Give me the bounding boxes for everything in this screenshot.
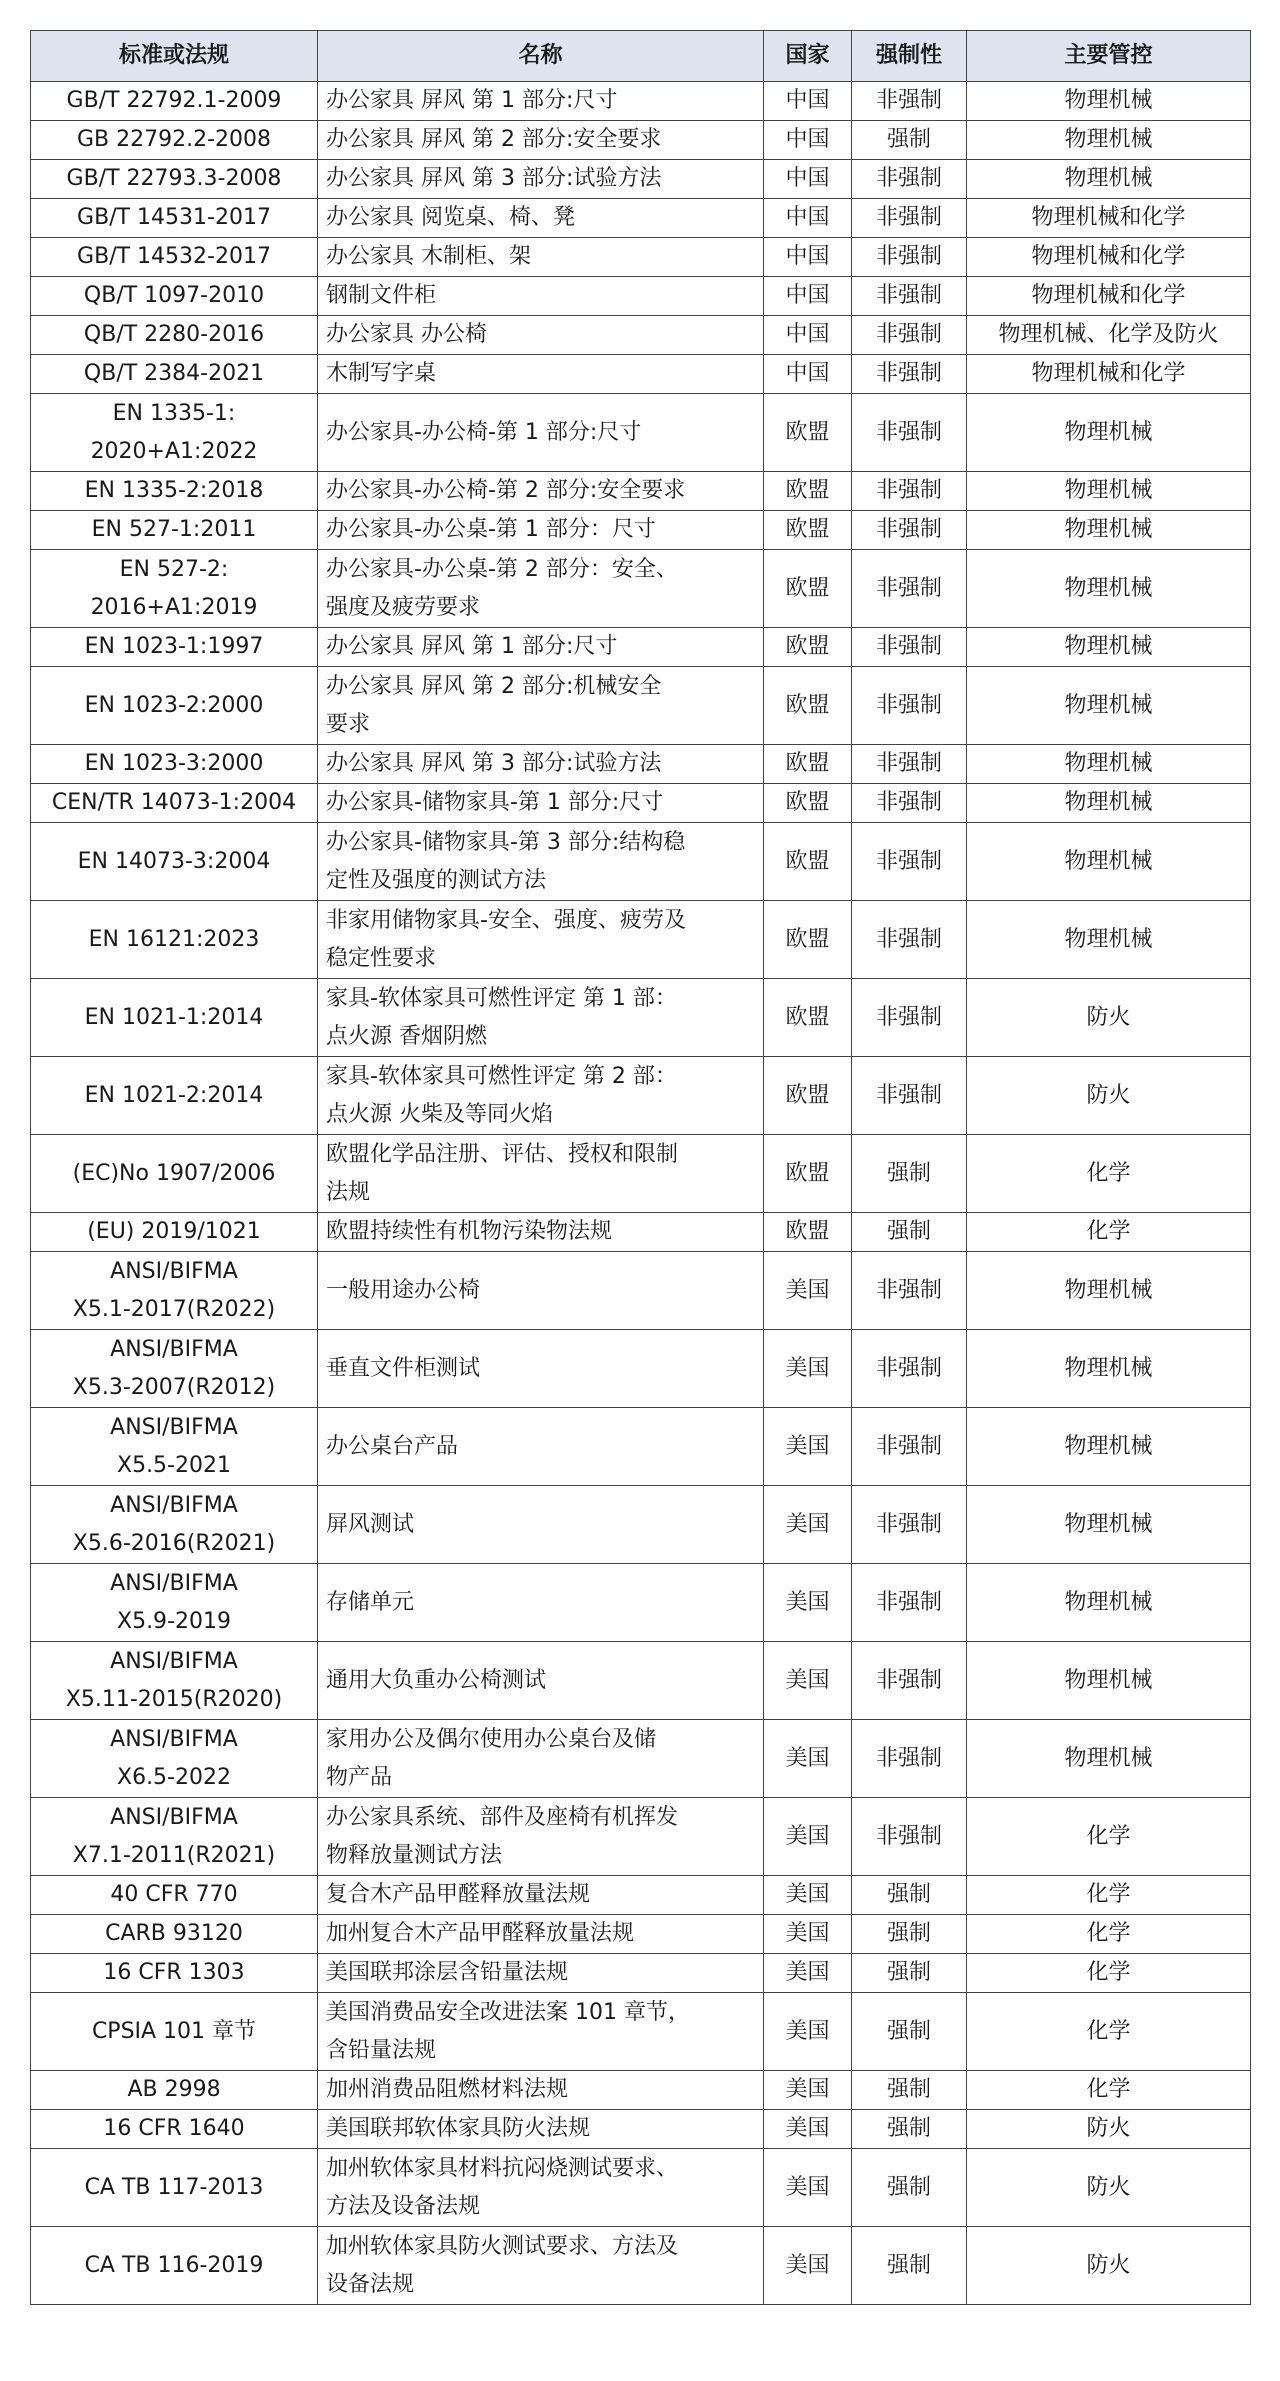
cell-main-control: 化学 bbox=[967, 2071, 1251, 2110]
cell-mandatory: 非强制 bbox=[852, 238, 967, 277]
cell-main-control: 化学 bbox=[967, 1954, 1251, 1993]
table-row bbox=[31, 784, 1251, 823]
table-row bbox=[31, 277, 1251, 316]
cell-country: 美国 bbox=[764, 1252, 852, 1330]
table-row bbox=[31, 1564, 1251, 1642]
cell-standard-code: EN 1021-1:2014 bbox=[31, 979, 318, 1057]
cell-standard-name: 办公家具-办公椅-第 1 部分:尺寸 bbox=[318, 394, 764, 472]
cell-standard-code: GB 22792.2-2008 bbox=[31, 121, 318, 160]
table-row bbox=[31, 355, 1251, 394]
cell-standard-code: QB/T 1097-2010 bbox=[31, 277, 318, 316]
table-row bbox=[31, 2071, 1251, 2110]
cell-standard-name: 办公桌台产品 bbox=[318, 1408, 764, 1486]
cell-standard-name: 加州复合木产品甲醛释放量法规 bbox=[318, 1915, 764, 1954]
cell-standard-name: 办公家具系统、部件及座椅有机挥发 物释放量测试方法 bbox=[318, 1798, 764, 1876]
cell-country: 中国 bbox=[764, 238, 852, 277]
cell-standard-code: GB/T 14531-2017 bbox=[31, 199, 318, 238]
cell-standard-name: 加州软体家具防火测试要求、方法及 设备法规 bbox=[318, 2227, 764, 2305]
cell-main-control: 物理机械 bbox=[967, 82, 1251, 121]
cell-country: 美国 bbox=[764, 1330, 852, 1408]
table-row bbox=[31, 238, 1251, 277]
cell-mandatory: 强制 bbox=[852, 1135, 967, 1213]
cell-country: 欧盟 bbox=[764, 1057, 852, 1135]
cell-main-control: 物理机械、化学及防火 bbox=[967, 316, 1251, 355]
cell-standard-code: ANSI/BIFMA X5.5-2021 bbox=[31, 1408, 318, 1486]
table-row bbox=[31, 1057, 1251, 1135]
cell-standard-name: 办公家具-办公椅-第 2 部分:安全要求 bbox=[318, 472, 764, 511]
cell-country: 中国 bbox=[764, 82, 852, 121]
cell-country: 欧盟 bbox=[764, 394, 852, 472]
cell-standard-code: (EC)No 1907/2006 bbox=[31, 1135, 318, 1213]
cell-main-control: 物理机械 bbox=[967, 472, 1251, 511]
table-row bbox=[31, 2227, 1251, 2305]
cell-mandatory: 非强制 bbox=[852, 784, 967, 823]
cell-mandatory: 非强制 bbox=[852, 1564, 967, 1642]
cell-standard-code: EN 1021-2:2014 bbox=[31, 1057, 318, 1135]
table-row bbox=[31, 472, 1251, 511]
cell-main-control: 物理机械 bbox=[967, 823, 1251, 901]
cell-standard-code: CA TB 116-2019 bbox=[31, 2227, 318, 2305]
cell-country: 欧盟 bbox=[764, 667, 852, 745]
cell-country: 欧盟 bbox=[764, 550, 852, 628]
cell-standard-code: EN 1335-1: 2020+A1:2022 bbox=[31, 394, 318, 472]
table-row bbox=[31, 394, 1251, 472]
cell-standard-code: CEN/TR 14073-1:2004 bbox=[31, 784, 318, 823]
table-row bbox=[31, 1876, 1251, 1915]
cell-standard-code: ANSI/BIFMA X5.9-2019 bbox=[31, 1564, 318, 1642]
cell-country: 中国 bbox=[764, 316, 852, 355]
cell-country: 美国 bbox=[764, 1993, 852, 2071]
cell-country: 欧盟 bbox=[764, 1135, 852, 1213]
cell-standard-name: 家具-软体家具可燃性评定 第 2 部： 点火源 火柴及等同火焰 bbox=[318, 1057, 764, 1135]
cell-standard-name: 垂直文件柜测试 bbox=[318, 1330, 764, 1408]
cell-main-control: 物理机械和化学 bbox=[967, 355, 1251, 394]
cell-main-control: 化学 bbox=[967, 1915, 1251, 1954]
table-header bbox=[31, 31, 1251, 82]
cell-mandatory: 强制 bbox=[852, 2110, 967, 2149]
cell-mandatory: 非强制 bbox=[852, 823, 967, 901]
cell-mandatory: 非强制 bbox=[852, 472, 967, 511]
cell-country: 美国 bbox=[764, 1915, 852, 1954]
cell-mandatory: 非强制 bbox=[852, 1720, 967, 1798]
cell-country: 欧盟 bbox=[764, 823, 852, 901]
table-row bbox=[31, 1252, 1251, 1330]
table-row bbox=[31, 745, 1251, 784]
cell-standard-code: ANSI/BIFMA X5.3-2007(R2012) bbox=[31, 1330, 318, 1408]
cell-country: 美国 bbox=[764, 1642, 852, 1720]
cell-main-control: 物理机械 bbox=[967, 1330, 1251, 1408]
cell-main-control: 物理机械 bbox=[967, 901, 1251, 979]
cell-country: 欧盟 bbox=[764, 979, 852, 1057]
header-name: 名称 bbox=[318, 31, 764, 82]
cell-main-control: 物理机械 bbox=[967, 1408, 1251, 1486]
table-row bbox=[31, 1408, 1251, 1486]
table-row bbox=[31, 1954, 1251, 1993]
cell-country: 美国 bbox=[764, 1564, 852, 1642]
cell-main-control: 物理机械 bbox=[967, 1564, 1251, 1642]
cell-mandatory: 强制 bbox=[852, 121, 967, 160]
table-row bbox=[31, 82, 1251, 121]
cell-mandatory: 非强制 bbox=[852, 1057, 967, 1135]
cell-standard-name: 办公家具 办公椅 bbox=[318, 316, 764, 355]
cell-standard-code: EN 1023-2:2000 bbox=[31, 667, 318, 745]
cell-main-control: 防火 bbox=[967, 2227, 1251, 2305]
cell-standard-name: 欧盟化学品注册、评估、授权和限制 法规 bbox=[318, 1135, 764, 1213]
cell-standard-code: (EU) 2019/1021 bbox=[31, 1213, 318, 1252]
cell-main-control: 化学 bbox=[967, 1876, 1251, 1915]
cell-standard-code: EN 527-1:2011 bbox=[31, 511, 318, 550]
cell-standard-code: AB 2998 bbox=[31, 2071, 318, 2110]
cell-country: 美国 bbox=[764, 1720, 852, 1798]
cell-standard-name: 家用办公及偶尔使用办公桌台及储 物产品 bbox=[318, 1720, 764, 1798]
cell-standard-name: 办公家具 屏风 第 1 部分:尺寸 bbox=[318, 82, 764, 121]
cell-mandatory: 强制 bbox=[852, 1915, 967, 1954]
cell-country: 中国 bbox=[764, 277, 852, 316]
cell-country: 美国 bbox=[764, 2227, 852, 2305]
table-row bbox=[31, 160, 1251, 199]
table-row bbox=[31, 199, 1251, 238]
cell-mandatory: 非强制 bbox=[852, 979, 967, 1057]
table-body bbox=[31, 82, 1251, 2305]
cell-standard-name: 复合木产品甲醛释放量法规 bbox=[318, 1876, 764, 1915]
cell-main-control: 化学 bbox=[967, 1213, 1251, 1252]
cell-standard-name: 办公家具 屏风 第 3 部分:试验方法 bbox=[318, 160, 764, 199]
cell-main-control: 防火 bbox=[967, 1057, 1251, 1135]
cell-standard-code: ANSI/BIFMA X7.1-2011(R2021) bbox=[31, 1798, 318, 1876]
cell-mandatory: 非强制 bbox=[852, 550, 967, 628]
cell-mandatory: 强制 bbox=[852, 1213, 967, 1252]
cell-standard-name: 非家用储物家具-安全、强度、疲劳及 稳定性要求 bbox=[318, 901, 764, 979]
cell-mandatory: 非强制 bbox=[852, 667, 967, 745]
cell-standard-name: 办公家具 屏风 第 3 部分:试验方法 bbox=[318, 745, 764, 784]
cell-standard-code: ANSI/BIFMA X5.1-2017(R2022) bbox=[31, 1252, 318, 1330]
cell-mandatory: 强制 bbox=[852, 1954, 967, 1993]
cell-main-control: 物理机械 bbox=[967, 667, 1251, 745]
cell-main-control: 物理机械 bbox=[967, 745, 1251, 784]
cell-country: 欧盟 bbox=[764, 511, 852, 550]
table-row bbox=[31, 901, 1251, 979]
cell-main-control: 物理机械 bbox=[967, 628, 1251, 667]
cell-standard-code: CARB 93120 bbox=[31, 1915, 318, 1954]
table-row bbox=[31, 1798, 1251, 1876]
cell-standard-code: ANSI/BIFMA X5.6-2016(R2021) bbox=[31, 1486, 318, 1564]
table-row bbox=[31, 979, 1251, 1057]
cell-mandatory: 非强制 bbox=[852, 628, 967, 667]
cell-standard-code: EN 16121:2023 bbox=[31, 901, 318, 979]
cell-standard-code: QB/T 2384-2021 bbox=[31, 355, 318, 394]
table-row bbox=[31, 550, 1251, 628]
cell-country: 欧盟 bbox=[764, 784, 852, 823]
cell-standard-name: 钢制文件柜 bbox=[318, 277, 764, 316]
cell-standard-name: 办公家具-储物家具-第 3 部分:结构稳 定性及强度的测试方法 bbox=[318, 823, 764, 901]
cell-mandatory: 非强制 bbox=[852, 199, 967, 238]
header-country: 国家 bbox=[764, 31, 852, 82]
cell-standard-name: 美国联邦涂层含铅量法规 bbox=[318, 1954, 764, 1993]
cell-main-control: 化学 bbox=[967, 1993, 1251, 2071]
cell-main-control: 物理机械 bbox=[967, 160, 1251, 199]
cell-mandatory: 非强制 bbox=[852, 394, 967, 472]
cell-main-control: 物理机械 bbox=[967, 784, 1251, 823]
cell-main-control: 物理机械和化学 bbox=[967, 199, 1251, 238]
table-row bbox=[31, 823, 1251, 901]
cell-country: 中国 bbox=[764, 121, 852, 160]
cell-main-control: 物理机械 bbox=[967, 550, 1251, 628]
table-row bbox=[31, 511, 1251, 550]
cell-main-control: 物理机械和化学 bbox=[967, 277, 1251, 316]
cell-standard-name: 加州消费品阻燃材料法规 bbox=[318, 2071, 764, 2110]
table-row bbox=[31, 2149, 1251, 2227]
cell-mandatory: 非强制 bbox=[852, 1330, 967, 1408]
cell-mandatory: 非强制 bbox=[852, 277, 967, 316]
cell-standard-name: 办公家具 阅览桌、椅、凳 bbox=[318, 199, 764, 238]
cell-mandatory: 强制 bbox=[852, 1876, 967, 1915]
cell-standard-code: EN 1023-1:1997 bbox=[31, 628, 318, 667]
cell-mandatory: 非强制 bbox=[852, 901, 967, 979]
header-mandatory: 强制性 bbox=[852, 31, 967, 82]
cell-country: 欧盟 bbox=[764, 745, 852, 784]
cell-standard-name: 办公家具 屏风 第 1 部分:尺寸 bbox=[318, 628, 764, 667]
cell-standard-code: QB/T 2280-2016 bbox=[31, 316, 318, 355]
cell-standard-name: 通用大负重办公椅测试 bbox=[318, 1642, 764, 1720]
cell-standard-code: EN 1335-2:2018 bbox=[31, 472, 318, 511]
table-row bbox=[31, 121, 1251, 160]
cell-country: 美国 bbox=[764, 1954, 852, 1993]
cell-country: 中国 bbox=[764, 160, 852, 199]
cell-main-control: 防火 bbox=[967, 2110, 1251, 2149]
cell-main-control: 物理机械 bbox=[967, 1252, 1251, 1330]
cell-standard-name: 办公家具-办公桌-第 2 部分：安全、 强度及疲劳要求 bbox=[318, 550, 764, 628]
cell-country: 美国 bbox=[764, 1798, 852, 1876]
cell-standard-name: 办公家具 屏风 第 2 部分:安全要求 bbox=[318, 121, 764, 160]
cell-standard-code: GB/T 22793.3-2008 bbox=[31, 160, 318, 199]
cell-country: 美国 bbox=[764, 2071, 852, 2110]
cell-standard-code: CA TB 117-2013 bbox=[31, 2149, 318, 2227]
cell-mandatory: 非强制 bbox=[852, 1252, 967, 1330]
cell-standard-name: 木制写字桌 bbox=[318, 355, 764, 394]
cell-mandatory: 非强制 bbox=[852, 316, 967, 355]
cell-standard-name: 办公家具-办公桌-第 1 部分：尺寸 bbox=[318, 511, 764, 550]
table-row bbox=[31, 1486, 1251, 1564]
cell-standard-code: CPSIA 101 章节 bbox=[31, 1993, 318, 2071]
standards-table bbox=[30, 30, 1251, 2305]
cell-country: 欧盟 bbox=[764, 628, 852, 667]
table-row bbox=[31, 1720, 1251, 1798]
cell-mandatory: 强制 bbox=[852, 2071, 967, 2110]
cell-standard-name: 加州软体家具材料抗闷烧测试要求、 方法及设备法规 bbox=[318, 2149, 764, 2227]
cell-standard-name: 屏风测试 bbox=[318, 1486, 764, 1564]
cell-mandatory: 非强制 bbox=[852, 745, 967, 784]
cell-country: 欧盟 bbox=[764, 472, 852, 511]
cell-mandatory: 强制 bbox=[852, 1993, 967, 2071]
cell-mandatory: 非强制 bbox=[852, 1486, 967, 1564]
header-control: 主要管控 bbox=[967, 31, 1251, 82]
cell-standard-code: GB/T 14532-2017 bbox=[31, 238, 318, 277]
cell-mandatory: 强制 bbox=[852, 2149, 967, 2227]
table-row bbox=[31, 1993, 1251, 2071]
cell-country: 美国 bbox=[764, 1876, 852, 1915]
table-row bbox=[31, 2110, 1251, 2149]
cell-country: 美国 bbox=[764, 2110, 852, 2149]
cell-main-control: 物理机械 bbox=[967, 121, 1251, 160]
header-row bbox=[31, 31, 1251, 82]
cell-mandatory: 强制 bbox=[852, 2227, 967, 2305]
cell-standard-name: 办公家具 木制柜、架 bbox=[318, 238, 764, 277]
cell-country: 中国 bbox=[764, 355, 852, 394]
cell-standard-code: ANSI/BIFMA X5.11-2015(R2020) bbox=[31, 1642, 318, 1720]
cell-main-control: 防火 bbox=[967, 979, 1251, 1057]
cell-standard-code: EN 14073-3:2004 bbox=[31, 823, 318, 901]
cell-standard-name: 家具-软体家具可燃性评定 第 1 部： 点火源 香烟阴燃 bbox=[318, 979, 764, 1057]
cell-main-control: 物理机械 bbox=[967, 511, 1251, 550]
table-row bbox=[31, 1135, 1251, 1213]
cell-main-control: 物理机械 bbox=[967, 1642, 1251, 1720]
cell-country: 美国 bbox=[764, 1486, 852, 1564]
header-code: 标准或法规 bbox=[31, 31, 318, 82]
table-row bbox=[31, 316, 1251, 355]
cell-standard-code: ANSI/BIFMA X6.5-2022 bbox=[31, 1720, 318, 1798]
table-row bbox=[31, 1642, 1251, 1720]
cell-mandatory: 非强制 bbox=[852, 82, 967, 121]
table-row bbox=[31, 1213, 1251, 1252]
cell-main-control: 物理机械 bbox=[967, 394, 1251, 472]
cell-standard-code: 16 CFR 1640 bbox=[31, 2110, 318, 2149]
cell-main-control: 物理机械 bbox=[967, 1720, 1251, 1798]
cell-main-control: 化学 bbox=[967, 1135, 1251, 1213]
table-row bbox=[31, 1330, 1251, 1408]
cell-standard-name: 办公家具 屏风 第 2 部分:机械安全 要求 bbox=[318, 667, 764, 745]
cell-standard-code: 16 CFR 1303 bbox=[31, 1954, 318, 1993]
cell-country: 欧盟 bbox=[764, 1213, 852, 1252]
cell-standard-code: 40 CFR 770 bbox=[31, 1876, 318, 1915]
table-row bbox=[31, 1915, 1251, 1954]
cell-mandatory: 非强制 bbox=[852, 511, 967, 550]
cell-standard-name: 欧盟持续性有机物污染物法规 bbox=[318, 1213, 764, 1252]
cell-main-control: 物理机械和化学 bbox=[967, 238, 1251, 277]
cell-standard-name: 存储单元 bbox=[318, 1564, 764, 1642]
table-row bbox=[31, 667, 1251, 745]
cell-standard-name: 美国联邦软体家具防火法规 bbox=[318, 2110, 764, 2149]
cell-main-control: 化学 bbox=[967, 1798, 1251, 1876]
table-row bbox=[31, 628, 1251, 667]
cell-country: 中国 bbox=[764, 199, 852, 238]
cell-mandatory: 非强制 bbox=[852, 355, 967, 394]
cell-mandatory: 非强制 bbox=[852, 160, 967, 199]
cell-country: 美国 bbox=[764, 2149, 852, 2227]
cell-country: 欧盟 bbox=[764, 901, 852, 979]
cell-standard-name: 办公家具-储物家具-第 1 部分:尺寸 bbox=[318, 784, 764, 823]
cell-country: 美国 bbox=[764, 1408, 852, 1486]
cell-standard-code: EN 1023-3:2000 bbox=[31, 745, 318, 784]
cell-mandatory: 非强制 bbox=[852, 1642, 967, 1720]
cell-main-control: 防火 bbox=[967, 2149, 1251, 2227]
cell-standard-code: GB/T 22792.1-2009 bbox=[31, 82, 318, 121]
cell-standard-name: 美国消费品安全改进法案 101 章节， 含铅量法规 bbox=[318, 1993, 764, 2071]
cell-mandatory: 非强制 bbox=[852, 1798, 967, 1876]
cell-standard-name: 一般用途办公椅 bbox=[318, 1252, 764, 1330]
cell-main-control: 物理机械 bbox=[967, 1486, 1251, 1564]
cell-mandatory: 非强制 bbox=[852, 1408, 967, 1486]
cell-standard-code: EN 527-2: 2016+A1:2019 bbox=[31, 550, 318, 628]
